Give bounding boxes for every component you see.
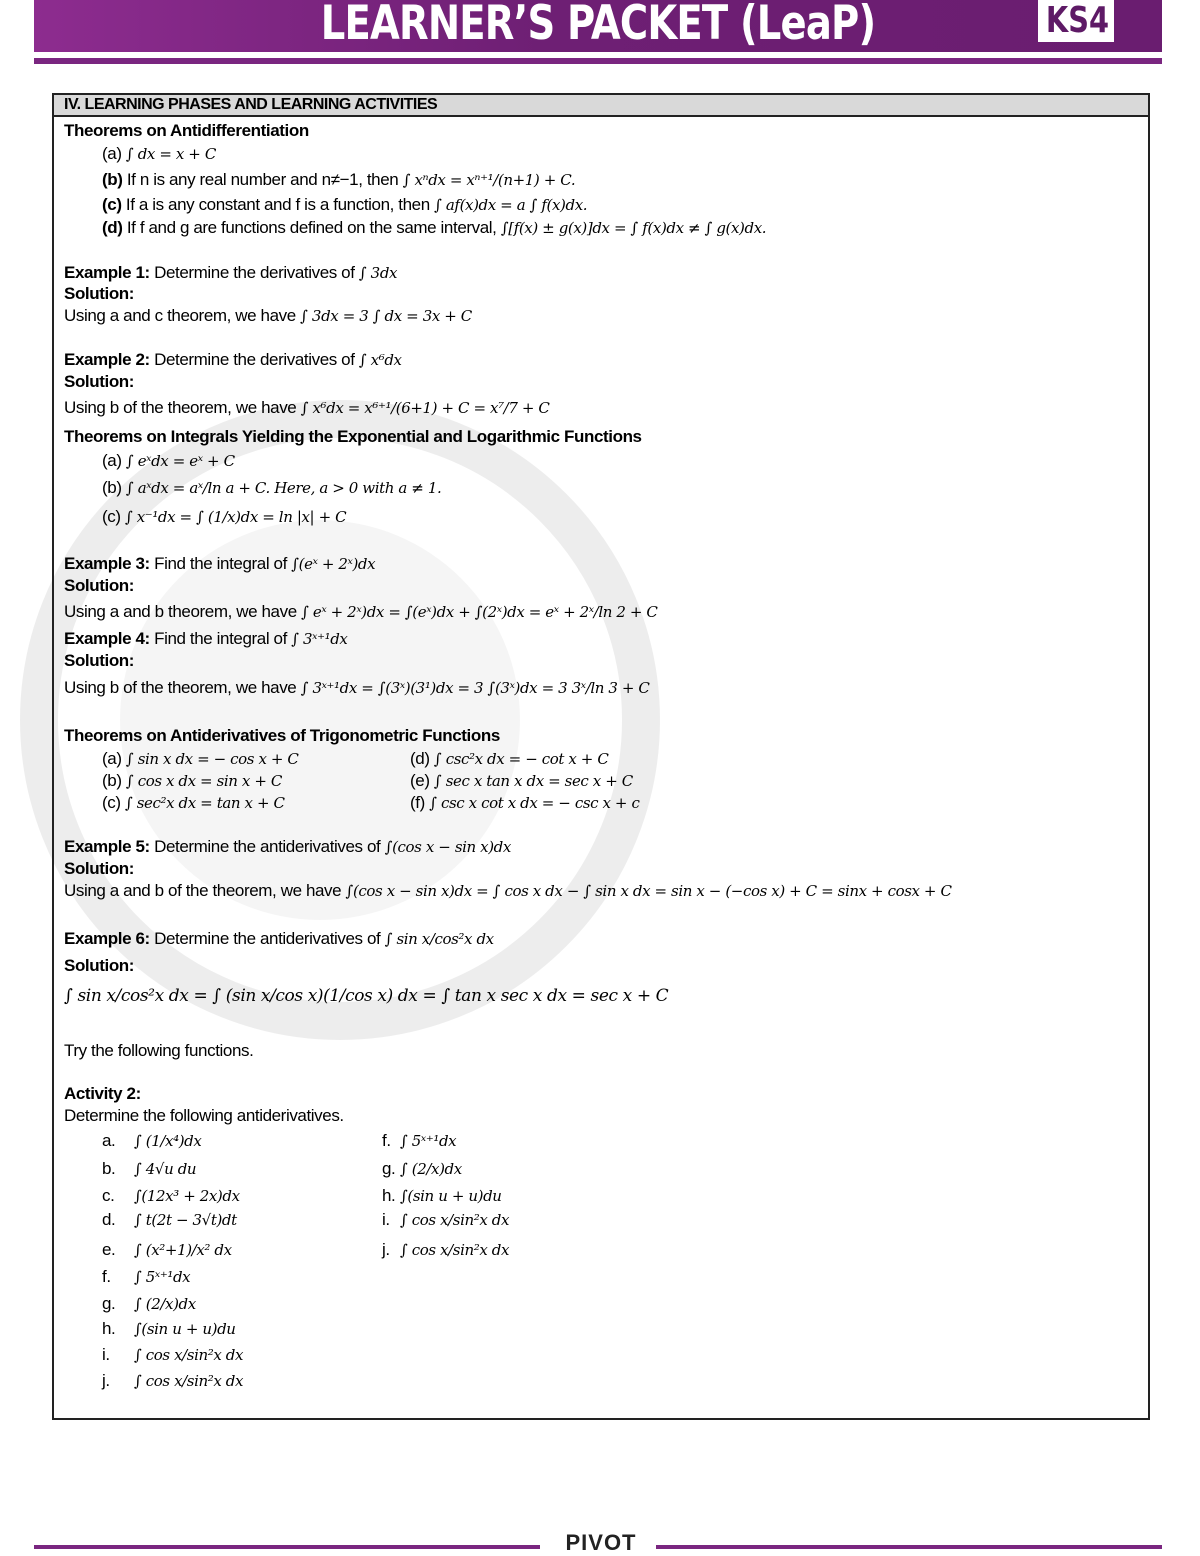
example-label: Example 3: (64, 554, 150, 573)
example3-prompt (64, 553, 375, 575)
section-title: IV. LEARNING PHASES AND LEARNING ACTIVITIES (54, 95, 1148, 117)
example-text: Determine the antiderivatives of (154, 837, 381, 856)
trig-item-f (410, 792, 639, 814)
work-text: Using a and c theorem, we have (64, 306, 296, 325)
item-label: (c) (102, 507, 121, 526)
activity-item-math: ∫ cos x/sin²x dx (134, 1372, 244, 1390)
item-math: ∫ csc x cot x dx = − csc x + c (429, 794, 640, 812)
footer-rule-right (656, 1545, 1162, 1549)
example1-prompt (64, 262, 397, 284)
expo-item-c (102, 506, 346, 528)
item-label: (c) (102, 195, 122, 214)
work-math: ∫ 3ˣ⁺¹dx = ∫(3ˣ)(3¹)dx = 3 ∫(3ˣ)dx = 3 3ˣ/ln 3 + C (300, 679, 650, 697)
example-text: Determine the antiderivatives of (154, 929, 381, 948)
activity-item (102, 1239, 232, 1261)
activity-item (382, 1239, 509, 1261)
trig-item-b (102, 770, 282, 792)
trig-item-e (410, 770, 633, 792)
learning-phases-panel (52, 93, 1150, 1420)
expo-heading: Theorems on Integrals Yielding the Exponential and Logarithmic Functions (64, 427, 642, 446)
work-math: ∫(cos x − sin x)dx = ∫ cos x dx − ∫ sin x dx = sin x − (−cos x) + C = sinx + cosx + C (345, 882, 952, 900)
activity-item-math: ∫ t(2t − 3√t)dt (134, 1211, 237, 1229)
example6-solution-label: Solution: (64, 956, 135, 975)
example-label: Example 2: (64, 350, 150, 369)
item-text: If a is any constant and f is a function, then (125, 195, 430, 214)
expo-item-b (102, 477, 441, 499)
antidiff-item-b (102, 169, 575, 191)
header-title: LEARNER’S PACKET (LeaP) (320, 0, 876, 51)
example5-work (64, 880, 952, 902)
activity-item (382, 1209, 509, 1231)
example4-prompt (64, 628, 347, 650)
item-math: ∫ sin x dx = − cos x + C (125, 750, 299, 768)
activity-item-math: ∫ 4√u du (134, 1160, 197, 1178)
example-label: Example 5: (64, 837, 150, 856)
example5-solution-label: Solution: (64, 859, 135, 878)
activity-item-math: ∫ (1/x⁴)dx (134, 1132, 202, 1150)
ks-badge (1038, 0, 1114, 42)
item-label: (b) (102, 478, 122, 497)
activity-item (102, 1370, 243, 1392)
activity-item-label: a. (102, 1131, 116, 1150)
example3-work (64, 601, 658, 623)
example5-prompt (64, 836, 511, 858)
activity-item (102, 1158, 196, 1180)
example2-prompt (64, 349, 402, 371)
item-label: (d) (102, 218, 123, 237)
example-label: Example 4: (64, 629, 150, 648)
activity-item-math: ∫ cos x/sin²x dx (134, 1346, 244, 1364)
activity-item-label: h. (102, 1319, 116, 1338)
item-math: ∫ csc²x dx = − cot x + C (433, 750, 609, 768)
activity-item-label: h. (382, 1186, 396, 1205)
item-label: (b) (102, 771, 122, 790)
activity-item (102, 1344, 243, 1366)
activity-item-label: f. (382, 1131, 391, 1150)
example-label: Example 6: (64, 929, 150, 948)
activity-item-math: ∫(12x³ + 2x)dx (134, 1187, 240, 1205)
item-math: ∫ xⁿdx = xⁿ⁺¹/(n+1) + C. (402, 171, 576, 189)
work-math: ∫ x⁶dx = x⁶⁺¹/(6+1) + C = x⁷/7 + C (300, 399, 550, 417)
example-text: Find the integral of (154, 629, 287, 648)
activity-item (382, 1130, 456, 1152)
activity-item-label: j. (102, 1371, 110, 1390)
activity-item-label: g. (102, 1294, 116, 1313)
activity-item (102, 1209, 237, 1231)
header-banner (34, 0, 1162, 52)
item-label: (a) (102, 451, 122, 470)
activity-item-label: e. (102, 1240, 116, 1259)
example2-work (64, 397, 549, 419)
activity-item-label: j. (382, 1240, 390, 1259)
item-text: If n is any real number and n≠−1, then (126, 170, 399, 189)
activity-item-math: ∫ 5ˣ⁺¹dx (400, 1132, 457, 1150)
activity-item-label: b. (102, 1159, 116, 1178)
item-label: (c) (102, 793, 121, 812)
footer-rule-left (34, 1545, 540, 1549)
example-math: ∫ 3dx (358, 264, 398, 282)
activity-item-math: ∫ cos x/sin²x dx (400, 1241, 510, 1259)
activity-item-label: i. (102, 1345, 110, 1364)
activity-item-label: g. (382, 1159, 396, 1178)
example-label: Example 1: (64, 263, 150, 282)
example3-solution-label: Solution: (64, 576, 135, 595)
activity-item-label: c. (102, 1186, 115, 1205)
item-label: (a) (102, 144, 122, 163)
activity-item-math: ∫ (2/x)dx (400, 1160, 462, 1178)
activity-item (102, 1318, 236, 1340)
example4-work (64, 677, 650, 699)
antidiff-heading: Theorems on Antidifferentiation (64, 121, 309, 140)
activity-item-math: ∫ (2/x)dx (134, 1295, 196, 1313)
item-math: ∫ eˣdx = eˣ + C (125, 452, 235, 470)
antidiff-item-c (102, 194, 587, 216)
example2-solution-label: Solution: (64, 372, 135, 391)
activity-item (102, 1185, 240, 1207)
example6-work (64, 985, 668, 1007)
activity-item (102, 1130, 201, 1152)
item-math: ∫ x⁻¹dx = ∫ (1/x)dx = ln |x| + C (124, 508, 347, 526)
example-math: ∫(cos x − sin x)dx (384, 838, 511, 856)
work-text: Using a and b of the theorem, we have (64, 881, 342, 900)
item-label: (e) (410, 771, 430, 790)
item-math: ∫ af(x)dx = a ∫ f(x)dx. (434, 196, 588, 214)
activity-item (382, 1185, 502, 1207)
antidiff-item-d (102, 217, 766, 239)
try-text: Try the following functions. (64, 1041, 254, 1060)
activity-item (102, 1293, 196, 1315)
activity-item-math: ∫ (x²+1)/x² dx (134, 1241, 232, 1259)
example-math: ∫ sin x/cos²x dx (384, 930, 494, 948)
work-text: Using b of the theorem, we have (64, 398, 297, 417)
header-rule (34, 58, 1162, 64)
work-math: ∫ sin x/cos²x dx = ∫ (sin x/cos x)(1/cos x) dx = ∫ tan x sec x dx = sec x + C (64, 986, 669, 1006)
item-label: (d) (410, 749, 430, 768)
item-label: (b) (102, 170, 123, 189)
ks-badge-label: KS4 (1045, 0, 1109, 41)
example-text: Find the integral of (154, 554, 287, 573)
work-math: ∫ 3dx = 3 ∫ dx = 3x + C (300, 307, 472, 325)
item-math: ∫ aˣdx = aˣ/ln a + C. Here, a > 0 with a ≠ 1. (125, 479, 442, 497)
activity-item-label: f. (102, 1267, 111, 1286)
activity-item (382, 1158, 462, 1180)
activity-item-label: d. (102, 1210, 116, 1229)
item-text: If f and g are functions defined on the same interval, (126, 218, 497, 237)
item-math: ∫ sec x tan x dx = sec x + C (433, 772, 633, 790)
item-math: ∫ cos x dx = sin x + C (125, 772, 282, 790)
activity-item-math: ∫(sin u + u)du (400, 1187, 502, 1205)
item-math: ∫ sec²x dx = tan x + C (124, 794, 285, 812)
example-math: ∫(eˣ + 2ˣ)dx (291, 555, 376, 573)
item-math: ∫[f(x) ± g(x)]dx = ∫ f(x)dx ≠ ∫ g(x)dx. (500, 219, 767, 237)
activity-item-math: ∫ 5ˣ⁺¹dx (134, 1268, 191, 1286)
example-text: Determine the derivatives of (154, 263, 355, 282)
activity-item-math: ∫(sin u + u)du (134, 1320, 236, 1338)
activity-item-math: ∫ cos x/sin²x dx (400, 1211, 510, 1229)
item-math: ∫ dx = x + C (125, 145, 216, 163)
activity-item-label: i. (382, 1210, 390, 1229)
trig-item-d (410, 748, 608, 770)
activity-instruction: Determine the following antiderivatives. (64, 1106, 344, 1125)
work-text: Using a and b theorem, we have (64, 602, 297, 621)
antidiff-item-a (102, 143, 216, 165)
example6-prompt (64, 928, 494, 950)
work-math: ∫ eˣ + 2ˣ)dx = ∫(eˣ)dx + ∫(2ˣ)dx = eˣ + 2ˣ/ln 2 + C (301, 603, 658, 621)
activity-heading: Activity 2: (64, 1084, 141, 1103)
example-text: Determine the derivatives of (154, 350, 355, 369)
pivot-logo: PIVOT (565, 1530, 637, 1555)
example-math: ∫ 3ˣ⁺¹dx (291, 630, 348, 648)
trig-heading: Theorems on Antiderivatives of Trigonometric Functions (64, 726, 500, 745)
expo-item-a (102, 450, 235, 472)
trig-item-c (102, 792, 285, 814)
item-label: (a) (102, 749, 122, 768)
example1-work (64, 305, 472, 327)
activity-item (102, 1266, 190, 1288)
example1-solution-label: Solution: (64, 284, 135, 303)
example4-solution-label: Solution: (64, 651, 135, 670)
trig-item-a (102, 748, 298, 770)
work-text: Using b of the theorem, we have (64, 678, 297, 697)
example-math: ∫ x⁶dx (358, 351, 402, 369)
item-label: (f) (410, 793, 425, 812)
